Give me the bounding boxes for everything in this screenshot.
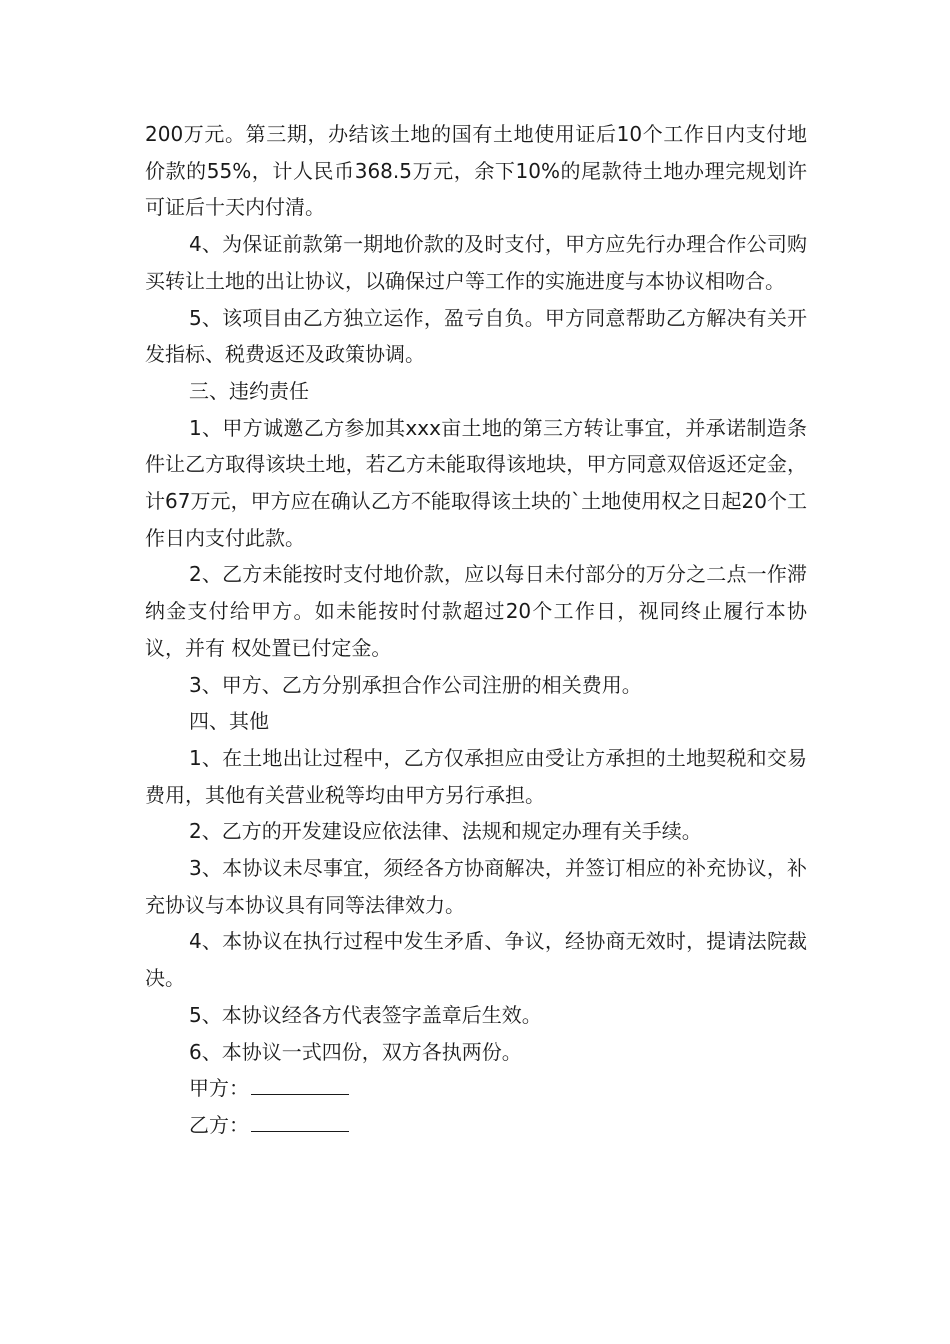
paragraph-clause-4-5: 5、本协议经各方代表签字盖章后生效。 — [189, 1002, 542, 1027]
party-b-label: 乙方： — [189, 1112, 249, 1137]
document-body — [145, 116, 807, 1144]
paragraph-clause-4-4: 4、本协议在执行过程中发生矛盾、争议，经协商无效时，提请法院裁决。 — [145, 929, 807, 991]
section-heading-other: 四、其他 — [189, 709, 269, 734]
paragraph-clause-3-2: 2、乙方未能按时支付地价款，应以每日未付部分的万分之二点一作滞纳金支付给甲方。如未能按时付款超过20个工作日，视同终止履行本协议，并有 权处置已付定金。 — [145, 562, 807, 660]
party-a-signature-blank[interactable] — [251, 1072, 349, 1095]
signature-line-party-b — [145, 1107, 807, 1144]
paragraph-clause-3-3: 3、甲方、乙方分别承担合作公司注册的相关费用。 — [189, 672, 642, 697]
paragraph-clause-4-2: 2、乙方的开发建设应依法律、法规和规定办理有关手续。 — [189, 819, 702, 844]
paragraph-clause-2-5: 5、该项目由乙方独立运作，盈亏自负。甲方同意帮助乙方解决有关开发指标、税费返还及政策协调。 — [145, 305, 807, 367]
section-heading-breach: 三、违约责任 — [189, 378, 309, 403]
party-b-signature-blank[interactable] — [251, 1109, 349, 1132]
signature-line-party-a — [145, 1070, 807, 1107]
paragraph-clause-4-3: 3、本协议未尽事宜，须经各方协商解决，并签订相应的补充协议，补充协议与本协议具有同等法律效力。 — [145, 856, 807, 917]
paragraph-continuation: 200万元。第三期，办结该土地的国有土地使用证后10个工作日内支付地价款的55%，计人民币368.5万元，余下10%的尾款待土地办理完规划许可证后十天内付清。 — [145, 122, 807, 220]
party-a-label: 甲方： — [189, 1076, 249, 1101]
paragraph-clause-4-1: 1、在土地出让过程中，乙方仅承担应由受让方承担的土地契税和交易费用，其他有关营业税等均由甲方另行承担。 — [145, 745, 807, 807]
paragraph-clause-2-4: 4、为保证前款第一期地价款的及时支付，甲方应先行办理合作公司购买转让土地的出让协议，以确保过户等工作的实施进度与本协议相吻合。 — [145, 232, 807, 293]
paragraph-clause-3-1: 1、甲方诚邀乙方参加其xxx亩土地的第三方转让事宜，并承诺制造条件让乙方取得该块土地，若乙方未能取得该地块，甲方同意双倍返还定金，计67万元，甲方应在确认乙方不能取得该土块的`土地使用权之日起20个工作日内支付此款。 — [145, 415, 807, 550]
paragraph-clause-4-6: 6、本协议一式四份，双方各执两份。 — [189, 1039, 522, 1064]
